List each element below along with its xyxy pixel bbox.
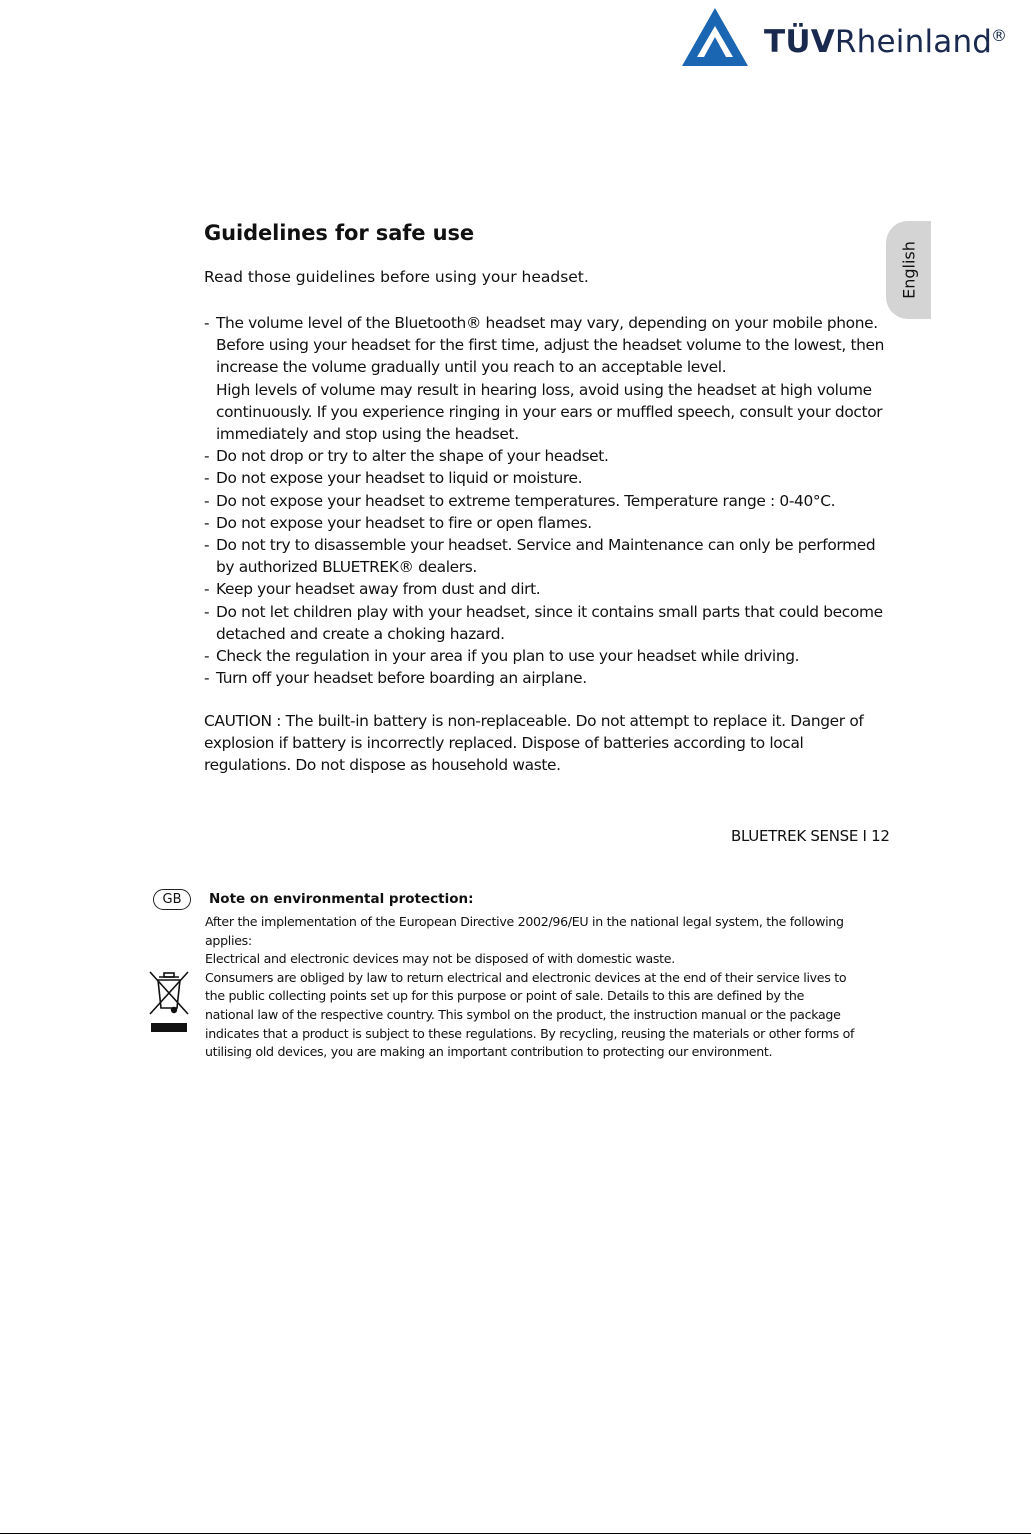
guideline-item bbox=[204, 512, 919, 534]
weee-crossed-bin-icon bbox=[147, 968, 191, 1036]
environment-line: indicates that a product is subject to these regulations. By recycling, reusing the materials or other forms of bbox=[205, 1025, 855, 1041]
tuv-rheinland-logo bbox=[682, 6, 1012, 70]
guideline-line: - Turn off your headset before boarding an airplane. bbox=[216, 669, 587, 688]
intro-text: Read those guidelines before using your headset. bbox=[204, 268, 589, 286]
guideline-item bbox=[204, 490, 919, 512]
guideline-item bbox=[204, 534, 919, 578]
caution-text bbox=[204, 710, 904, 777]
guideline-line: - Do not expose your headset to extreme temperatures. Temperature range : 0-40°C. bbox=[216, 491, 836, 510]
language-tab-label: English bbox=[899, 241, 918, 299]
guideline-item bbox=[204, 601, 919, 645]
environment-line: national law of the respective country. This symbol on the product, the instruction manual or the package bbox=[205, 1006, 841, 1022]
caution-line: regulations. Do not dispose as household waste. bbox=[204, 756, 561, 775]
environment-title: Note on environmental protection: bbox=[209, 891, 474, 907]
guideline-line: increase the volume gradually until you reach to an acceptable level. bbox=[216, 358, 727, 377]
guidelines-list bbox=[204, 312, 919, 689]
guideline-item bbox=[204, 312, 919, 445]
guideline-line: - Do not let children play with your headset, since it contains small parts that could become bbox=[216, 602, 883, 621]
guideline-item bbox=[204, 445, 919, 467]
environment-line: Consumers are obliged by law to return electrical and electronic devices at the end of their service lives to bbox=[205, 969, 847, 985]
environment-line: After the implementation of the European Directive 2002/96/EU in the national legal system, the following bbox=[205, 914, 844, 929]
language-tab bbox=[886, 221, 931, 319]
guideline-line: continuously. If you experience ringing in your ears or muffled speech, consult your doctor bbox=[216, 402, 883, 421]
guideline-line: - Do not expose your headset to liquid or moisture. bbox=[216, 469, 583, 488]
guideline-line: High levels of volume may result in hearing loss, avoid using the headset at high volume bbox=[216, 380, 872, 399]
guideline-item bbox=[204, 578, 919, 600]
page-title: Guidelines for safe use bbox=[204, 221, 475, 245]
guideline-line: - Keep your headset away from dust and dirt. bbox=[216, 580, 541, 599]
guideline-item bbox=[204, 645, 919, 667]
guideline-line: - Do not expose your headset to fire or open flames. bbox=[216, 513, 592, 532]
guideline-item bbox=[204, 467, 919, 489]
caution-line: CAUTION : The built-in battery is non-replaceable. Do not attempt to replace it. Danger of bbox=[204, 712, 864, 730]
environment-line: utilising old devices, you are making an important contribution to protecting our environment. bbox=[205, 1044, 773, 1060]
environment-line: Electrical and electronic devices may not be disposed of with domestic waste. bbox=[205, 951, 675, 967]
bottom-divider bbox=[0, 1533, 1031, 1534]
environment-line: the public collecting points set up for this purpose or point of sale. Details to this are defined by the bbox=[205, 988, 805, 1004]
guideline-item bbox=[204, 667, 919, 689]
guideline-line: by authorized BLUETREK® dealers. bbox=[216, 558, 477, 577]
logo-brand-bold: TÜV bbox=[764, 24, 835, 60]
logo-wordmark bbox=[764, 24, 992, 60]
guideline-line: - Do not drop or try to alter the shape of your headset. bbox=[216, 447, 609, 466]
registered-mark: ® bbox=[991, 26, 1007, 45]
guideline-line: - Check the regulation in your area if you plan to use your headset while driving. bbox=[216, 647, 800, 666]
caution-line: explosion if battery is incorrectly replaced. Dispose of batteries according to local bbox=[204, 734, 804, 753]
guideline-line: Before using your headset for the first time, adjust the headset volume to the lowest, then bbox=[216, 336, 885, 355]
environment-body bbox=[205, 913, 910, 1062]
guideline-line: immediately and stop using the headset. bbox=[216, 425, 519, 444]
logo-brand-regular: Rheinland bbox=[834, 24, 993, 60]
triangle-logo-icon bbox=[682, 6, 750, 68]
page-reference: BLUETREK SENSE I 12 bbox=[731, 827, 890, 845]
country-badge: GB bbox=[153, 889, 191, 910]
guideline-line: - Do not try to disassemble your headset. Service and Maintenance can only be performed bbox=[216, 536, 876, 555]
environment-line: applies: bbox=[205, 932, 252, 948]
guideline-line: - The volume level of the Bluetooth® headset may vary, depending on your mobile phone. bbox=[216, 314, 878, 332]
guideline-line: detached and create a choking hazard. bbox=[216, 624, 505, 643]
